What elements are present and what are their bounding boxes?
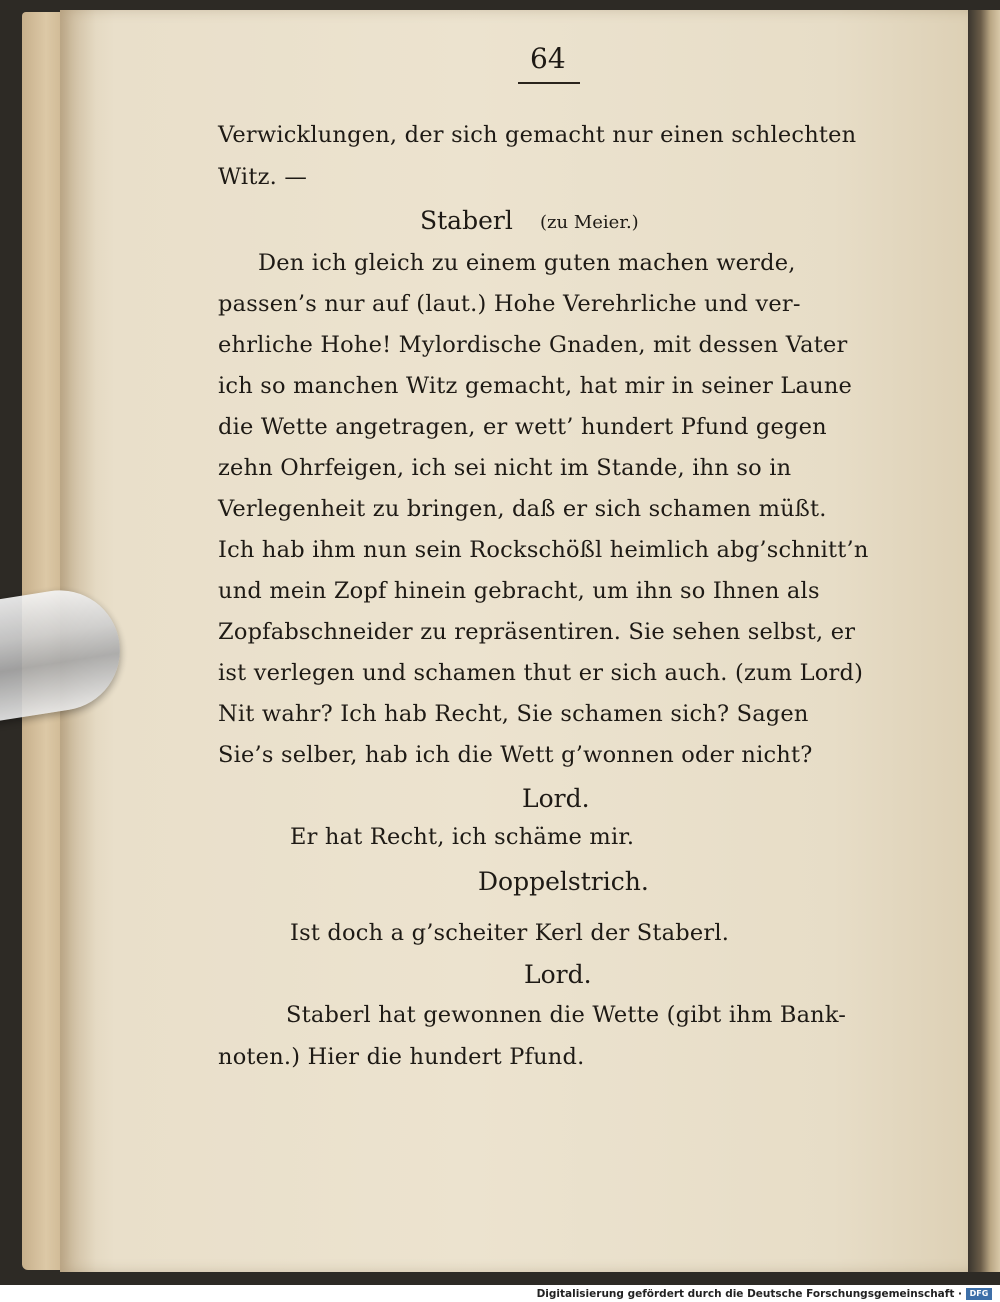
text-line: Den ich gleich zu einem guten machen werde, — [258, 250, 796, 276]
page-number: 64 — [530, 42, 566, 75]
text-line: Witz. — — [218, 164, 308, 190]
text-line: ist verlegen und schamen thut er sich auch. (zum Lord) — [218, 660, 864, 686]
speaker-doppelstrich: Doppelstrich. — [478, 867, 649, 896]
speaker-staberl: Staberl — [420, 206, 513, 235]
text-line: Verwicklungen, der sich gemacht nur einen schlechten — [218, 122, 857, 148]
text-line: und mein Zopf hinein gebracht, um ihn so Ihnen als — [218, 578, 820, 604]
funding-credit: Digitalisierung gefördert durch die Deutsche Forschungsgemeinschaft · — [536, 1288, 962, 1300]
text-line: Ich hab ihm nun sein Rockschößl heimlich abg’schnitt’n — [218, 537, 869, 563]
text-line: Zopfabschneider zu repräsentiren. Sie sehen selbst, er — [218, 619, 856, 645]
speaker-lord: Lord. — [522, 784, 590, 813]
speaker-lord: Lord. — [524, 960, 592, 989]
text-line: passen’s nur auf (laut.) Hohe Verehrliche und ver- — [218, 291, 801, 317]
text-line: Ist doch a g’scheiter Kerl der Staberl. — [290, 920, 730, 946]
text-line: zehn Ohrfeigen, ich sei nicht im Stande, ihn so in — [218, 455, 792, 481]
dfg-logo: DFG — [966, 1288, 992, 1300]
text-line: Er hat Recht, ich schäme mir. — [290, 824, 635, 850]
text-line: Staberl hat gewonnen die Wette (gibt ihm Bank- — [286, 1002, 847, 1028]
right-book-edge — [968, 10, 1000, 1272]
text-line: ich so manchen Witz gemacht, hat mir in seiner Laune — [218, 373, 853, 399]
stage-direction: (zu Meier.) — [540, 212, 639, 233]
text-line: noten.) Hier die hundert Pfund. — [218, 1044, 585, 1070]
text-line: die Wette angetragen, er wett’ hundert Pfund gegen — [218, 414, 827, 440]
text-line: Sie’s selber, hab ich die Wett g’wonnen oder nicht? — [218, 742, 813, 768]
text-line: ehrliche Hohe! Mylordische Gnaden, mit dessen Vater — [218, 332, 848, 358]
page-number-rule — [518, 82, 580, 84]
text-line: Verlegenheit zu bringen, daß er sich schamen müßt. — [218, 496, 827, 522]
text-line: Nit wahr? Ich hab Recht, Sie schamen sich? Sagen — [218, 701, 809, 727]
